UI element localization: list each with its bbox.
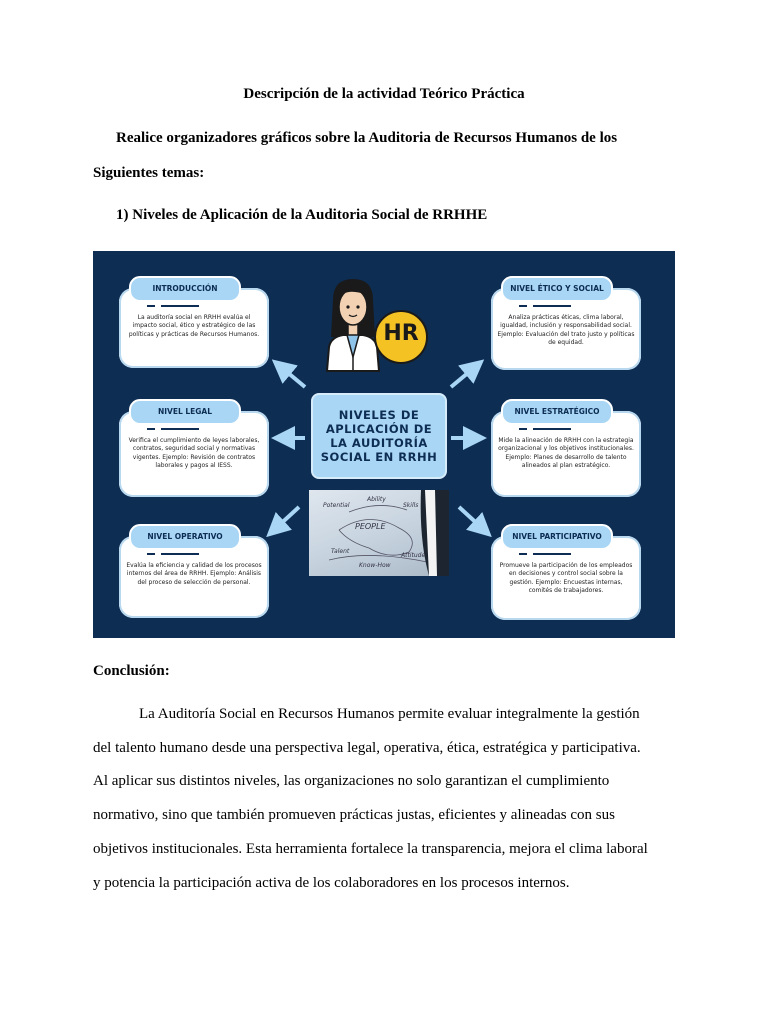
conclusion-line-5: objetivos institucionales. Esta herramienta fortalece la transparencia, mejora el clima laboral — [93, 841, 648, 857]
conclusion-line-3: Al aplicar sus distintos niveles, las organizaciones no solo garantizan el cumplimiento — [93, 773, 610, 789]
center-title-line-4: SOCIAL EN RRHH — [320, 450, 438, 464]
card-text: Mide la alineación de RRHH con la estrategia organizacional y los objetivos institucionales. Ejemplo: Planes de desarrollo de talento alineados al plan estratégico. — [498, 437, 634, 470]
card-title: NIVEL ESTRATÉGICO — [501, 399, 613, 425]
document-title: Descripción de la actividad Teórico Práctica — [243, 86, 525, 102]
photo-word-5: Talent — [331, 548, 350, 555]
list-item-1: 1) Niveles de Aplicación de la Auditoria Social de RRHHE — [116, 207, 488, 223]
conclusion-line-6: y potencia la participación activa de los colaboradores en los procesos internos. — [93, 875, 570, 891]
center-title-line-1: NIVELES DE — [338, 408, 420, 422]
photo-word-6: Know-How — [359, 562, 391, 569]
photo-word-2: Ability — [367, 496, 386, 503]
card-text: La auditoría social en RRHH evalúa el impacto social, ético y estratégico de las políticas y prácticas de Recursos Humanos. — [128, 314, 260, 338]
card-title: NIVEL PARTICIPATIVO — [501, 524, 613, 550]
conclusion-line-2: del talento humano desde una perspectiva legal, operativa, ética, estratégica y participativa. — [93, 740, 641, 756]
card-nivel-etico-social — [491, 284, 641, 370]
card-nivel-operativo — [119, 532, 269, 618]
photo-word-1: Potential — [323, 502, 350, 509]
card-text: Evalúa la eficiencia y calidad de los procesos internos del área de RRHH. Ejemplo: Análisis del proceso de selección de personal. — [126, 562, 262, 586]
card-nivel-estrategico — [491, 407, 641, 497]
photo-word-3: Skills — [403, 502, 419, 509]
card-nivel-participativo — [491, 532, 641, 620]
card-text: Promueve la participación de los empleados en decisiones y control social sobre la gestión. Ejemplo: Encuestas internas, comités de trabajadores. — [499, 562, 633, 595]
card-title: NIVEL LEGAL — [129, 399, 241, 425]
infographic — [93, 251, 675, 638]
photo-word-4: PEOPLE — [355, 522, 386, 531]
instruction-line-1: Realice organizadores gráficos sobre la Auditoria de Recursos Humanos de los — [116, 130, 618, 146]
card-text: Verifica el cumplimiento de leyes laborales, contratos, seguridad social y normativas vigentes. Ejemplo: Revisión de contratos laborales y pagos al IESS. — [128, 437, 260, 470]
card-text: Analiza prácticas éticas, clima laboral, igualdad, inclusión y responsabilidad social. Ejemplo: Evaluación del trato justo y políticas de equidad. — [497, 314, 635, 347]
instruction-line-2: Siguientes temas: — [93, 165, 205, 181]
card-nivel-legal — [119, 407, 269, 497]
card-title: NIVEL ÉTICO Y SOCIAL — [501, 276, 613, 302]
conclusion-line-4: normativo, sino que también promueven prácticas justas, eficientes y alineadas con sus — [93, 807, 615, 823]
conclusion-heading: Conclusión: — [93, 663, 170, 679]
conclusion-line-1: La Auditoría Social en Recursos Humanos permite evaluar integralmente la gestión — [139, 706, 640, 722]
card-introduccion — [119, 284, 269, 368]
photo-word-7: Attitude — [401, 552, 426, 559]
hr-badge-label: HR — [383, 321, 419, 346]
center-title-line-3: LA AUDITORÍA — [330, 436, 428, 450]
center-title-line-2: APLICACIÓN DE — [325, 422, 433, 436]
card-title: NIVEL OPERATIVO — [129, 524, 241, 550]
card-title: INTRODUCCIÓN — [129, 276, 241, 302]
